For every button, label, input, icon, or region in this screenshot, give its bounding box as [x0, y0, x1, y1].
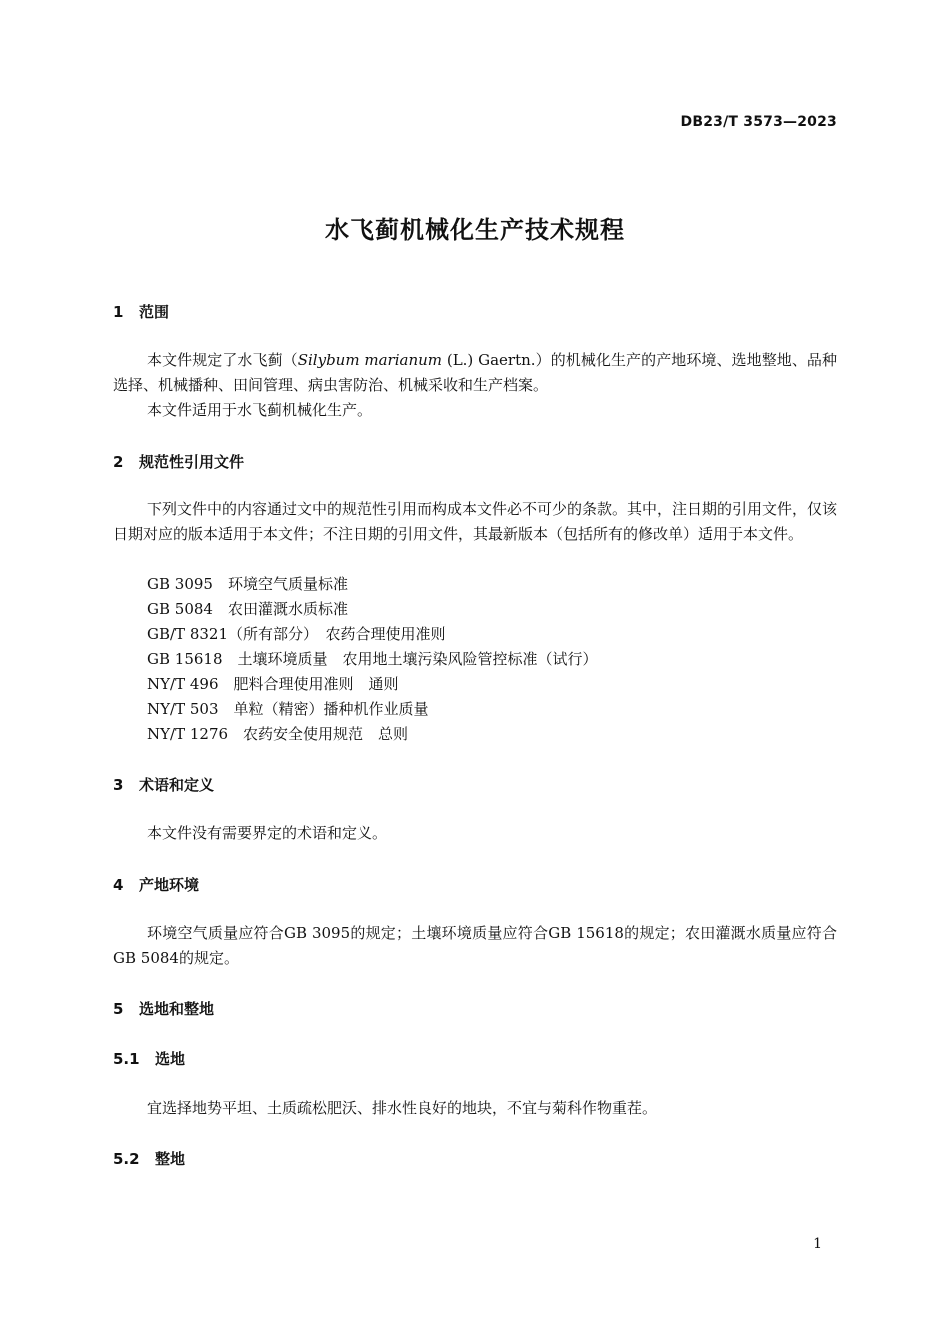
section-number: 3	[113, 776, 124, 794]
section-4-paragraph-1: 环境空气质量应符合GB 3095的规定；土壤环境质量应符合GB 15618的规定；农田灌溉水质量应符合GB 5084的规定。	[113, 924, 837, 967]
section-number: 5	[113, 1000, 124, 1018]
reference-code: GB 5084	[147, 600, 213, 618]
text-run: ）的机械化生产的产地环境、选地整地、品种选择、机械播种、田间管理、病虫害防治、机械采收和生产档案。	[113, 351, 837, 394]
subsection-5-1-heading	[113, 1048, 185, 1069]
section-4-heading	[113, 874, 199, 895]
reference-item	[147, 697, 598, 722]
subsection-number: 5.1	[113, 1050, 140, 1068]
section-title: 规范性引用文件	[139, 453, 245, 471]
subsection-title: 选地	[155, 1050, 186, 1068]
reference-item	[147, 672, 598, 697]
reference-title: 单粒（精密）播种机作业质量	[233, 700, 429, 718]
reference-title: 环境空气质量标准	[227, 575, 348, 593]
document-title: 水飞蓟机械化生产技术规程	[325, 216, 625, 244]
section-number: 1	[113, 303, 124, 321]
section-2-paragraph-1: 下列文件中的内容通过文中的规范性引用而构成本文件必不可少的条款。其中，注日期的引用文件，仅该日期对应的版本适用于本文件；不注日期的引用文件，其最新版本（包括所有的修改单）适用于本文件。	[113, 500, 838, 543]
subsection-number: 5.2	[113, 1150, 140, 1168]
reference-code: NY/T 1276	[147, 725, 229, 743]
section-1-paragraph-2: 本文件适用于水飞蓟机械化生产。	[147, 401, 373, 419]
latin-name-authority: (L.) Gaertn.	[442, 351, 536, 369]
document-code: DB23/T 3573—2023	[680, 114, 837, 130]
latin-name-italic: Silybum marianum	[297, 351, 443, 369]
section-number: 4	[113, 876, 124, 894]
reference-code: GB 15618	[147, 650, 223, 668]
reference-item	[147, 572, 598, 597]
text-run: 本文件规定了水飞蓟（	[147, 351, 298, 369]
section-title: 术语和定义	[139, 776, 215, 794]
reference-item	[147, 647, 598, 672]
reference-code: NY/T 496	[147, 675, 219, 693]
reference-title: 肥料合理使用准则 通则	[233, 675, 399, 693]
reference-title: 农田灌溉水质标准	[227, 600, 348, 618]
section-number: 2	[113, 453, 124, 471]
section-title: 范围	[139, 303, 170, 321]
subsection-5-2-heading	[113, 1148, 185, 1169]
section-3-heading	[113, 774, 214, 795]
reference-item	[147, 722, 598, 747]
reference-title: 农药合理使用准则	[325, 625, 446, 643]
reference-title: 农药安全使用规范 总则	[243, 725, 409, 743]
subsection-5-1-paragraph-1: 宜选择地势平坦、土质疏松肥沃、排水性良好的地块，不宜与菊科作物重茬。	[147, 1099, 658, 1117]
section-3-paragraph-1: 本文件没有需要界定的术语和定义。	[147, 824, 388, 842]
reference-code: GB 3095	[147, 575, 213, 593]
section-1-heading	[113, 301, 169, 322]
section-1-paragraph-1	[113, 348, 837, 398]
subsection-title: 整地	[155, 1150, 186, 1168]
reference-code: GB/T 8321（所有部分）	[147, 625, 311, 643]
section-title: 产地环境	[139, 876, 200, 894]
reference-code: NY/T 503	[147, 700, 219, 718]
section-2-heading	[113, 451, 244, 472]
section-5-heading	[113, 998, 214, 1019]
page-number: 1	[813, 1236, 822, 1252]
normative-references-list	[147, 572, 598, 747]
reference-title: 土壤环境质量 农用地土壤污染风险管控标准（试行）	[237, 650, 598, 668]
section-title: 选地和整地	[139, 1000, 215, 1018]
reference-item	[147, 597, 598, 622]
reference-item	[147, 622, 598, 647]
